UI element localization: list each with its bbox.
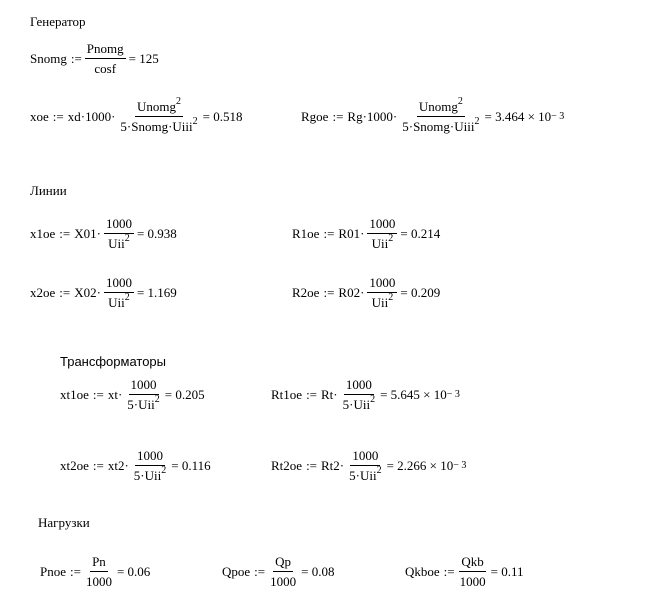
equation-xt1oe [60, 377, 205, 413]
denominator: Uii [108, 295, 125, 310]
assign-op: := [323, 285, 335, 300]
denominator: 5·Uii [133, 468, 162, 483]
numerator: 1000 [367, 216, 397, 234]
fraction [132, 448, 168, 484]
numerator: 1000 [129, 377, 159, 395]
equation-rgoe: Rgoe := Rg·1000· $\frac{Unomg^2}{5\cdot Snomg\cdot Uiii^2}$ = 3.464 × 10 − 3 [301, 96, 565, 134]
equation-snomg [30, 41, 159, 77]
fraction [84, 554, 114, 590]
assign-op: := [70, 51, 82, 66]
prefix: Rt· [321, 387, 338, 402]
result: = 0.205 [164, 387, 205, 402]
fraction [367, 275, 397, 311]
lhs: Rt1oe [271, 387, 303, 402]
denominator-exponent: 2 [388, 292, 394, 303]
denominator: 5·Snomg·Uiii [402, 119, 475, 134]
result: = 5.645 × 10 [380, 387, 447, 402]
assign-op: := [52, 109, 64, 124]
denominator-exponent: 2 [370, 394, 376, 405]
denominator: 1000 [85, 574, 112, 589]
assign-op: := [70, 564, 81, 579]
result: = 0.08 [301, 564, 335, 579]
assign-op: := [306, 387, 318, 402]
fraction [341, 377, 377, 413]
lhs: Rgoe [301, 109, 329, 124]
fraction [400, 96, 481, 135]
denominator-exponent: 2 [124, 292, 130, 303]
equation-xoe [30, 96, 243, 135]
result: = 3.464 × 10 [484, 109, 552, 124]
equation-rt2oe: Rt2oe := Rt2· $\frac{1000}{5\cdot Uii^2}$ = 2.266 × 10 − 3 [271, 448, 467, 483]
result: = 0.209 [400, 285, 441, 300]
numerator: 1000 [367, 275, 397, 293]
denominator: 5·Uii [127, 397, 155, 412]
numerator: 1000 [135, 448, 165, 466]
assign-op: := [59, 226, 71, 241]
equation-x2oe [30, 275, 177, 311]
result: = 2.266 × 10 [386, 458, 454, 473]
denominator: 1000 [459, 574, 486, 589]
assign-op: := [254, 564, 266, 579]
assign-op: := [306, 458, 318, 473]
numerator: 1000 [104, 275, 134, 293]
assign-op: := [59, 285, 71, 300]
prefix: X01· [74, 226, 101, 241]
lhs: xt1oe [60, 387, 89, 402]
denominator: Uii [371, 236, 389, 251]
result: = 1.169 [136, 285, 177, 300]
lhs: xt2oe [60, 458, 89, 473]
equation-r1oe [292, 216, 440, 252]
prefix: X02· [74, 285, 101, 300]
prefix: xt· [107, 387, 123, 402]
numerator: Qkb [459, 554, 485, 572]
result: = 125 [128, 51, 159, 66]
denominator: 1000 [270, 574, 297, 589]
equation-qpoe [222, 554, 334, 590]
denominator: 5·Uii [349, 468, 377, 483]
equation-qkboe [405, 554, 523, 590]
prefix: Rt2· [321, 458, 345, 473]
numerator-exponent: 2 [176, 96, 182, 107]
lhs: xoe [30, 109, 49, 124]
section-transformers: Трансформаторы [60, 354, 166, 369]
lhs: Pnoe [40, 564, 66, 579]
denominator: 5·Snomg·Uiii [120, 119, 193, 134]
lhs: Rt2oe [271, 458, 303, 473]
section-generator: Генератор [30, 14, 86, 29]
lhs: Qpoe [222, 564, 251, 579]
lhs: R1oe [292, 226, 320, 241]
lhs: Qkboe [405, 564, 440, 579]
denominator-exponent: 2 [376, 465, 382, 476]
result: = 0.214 [400, 226, 441, 241]
fraction [125, 377, 161, 413]
numerator: 1000 [344, 377, 374, 395]
lhs: x1oe [30, 226, 56, 241]
result: = 0.11 [490, 564, 524, 579]
numerator: Pnomg [85, 41, 126, 59]
fraction [268, 554, 298, 590]
assign-op: := [443, 564, 455, 579]
fraction [458, 554, 488, 590]
lhs: R2oe [292, 285, 320, 300]
equation-rt1oe: Rt1oe := Rt· $\frac{1000}{5\cdot Uii^2}$ = 5.645 × 10 − 3 [271, 377, 460, 412]
numerator-exponent: 2 [457, 96, 463, 107]
section-loads: Нагрузки [38, 515, 90, 530]
result: = 0.518 [202, 109, 243, 124]
numerator: 1000 [104, 216, 134, 234]
denominator-exponent: 2 [192, 116, 198, 127]
assign-op: := [323, 226, 335, 241]
result: = 0.116 [171, 458, 211, 473]
prefix: xd·1000· [67, 109, 116, 124]
prefix: Rg·1000· [347, 109, 398, 124]
fraction [85, 41, 126, 77]
denominator-exponent: 2 [161, 465, 167, 476]
denominator: Uii [108, 236, 125, 251]
equation-pnoe [40, 554, 150, 590]
equation-r2oe [292, 275, 440, 311]
denominator: cosf [94, 61, 117, 76]
fraction [347, 448, 383, 484]
denominator-exponent: 2 [388, 233, 394, 244]
numerator: Unomg [137, 99, 177, 114]
numerator: 1000 [350, 448, 380, 466]
fraction [367, 216, 397, 252]
prefix: R02· [338, 285, 365, 300]
section-lines: Линии [30, 183, 67, 198]
denominator-exponent: 2 [474, 116, 480, 127]
numerator: Pn [90, 554, 108, 572]
numerator: Unomg [418, 99, 458, 114]
lhs: x2oe [30, 285, 56, 300]
denominator: 5·Uii [342, 397, 371, 412]
denominator: Uii [371, 295, 389, 310]
equation-xt2oe [60, 448, 211, 484]
fraction [118, 96, 199, 135]
fraction [104, 275, 134, 311]
assign-op: := [92, 458, 104, 473]
prefix: xt2· [107, 458, 129, 473]
lhs: Snomg [30, 51, 67, 66]
fraction [104, 216, 134, 252]
prefix: R01· [338, 226, 365, 241]
assign-op: := [332, 109, 344, 124]
denominator-exponent: 2 [154, 394, 160, 405]
assign-op: := [92, 387, 104, 402]
result: = 0.06 [116, 564, 151, 579]
result: = 0.938 [136, 226, 177, 241]
numerator: Qp [273, 554, 293, 572]
denominator-exponent: 2 [124, 233, 130, 244]
equation-x1oe [30, 216, 177, 252]
